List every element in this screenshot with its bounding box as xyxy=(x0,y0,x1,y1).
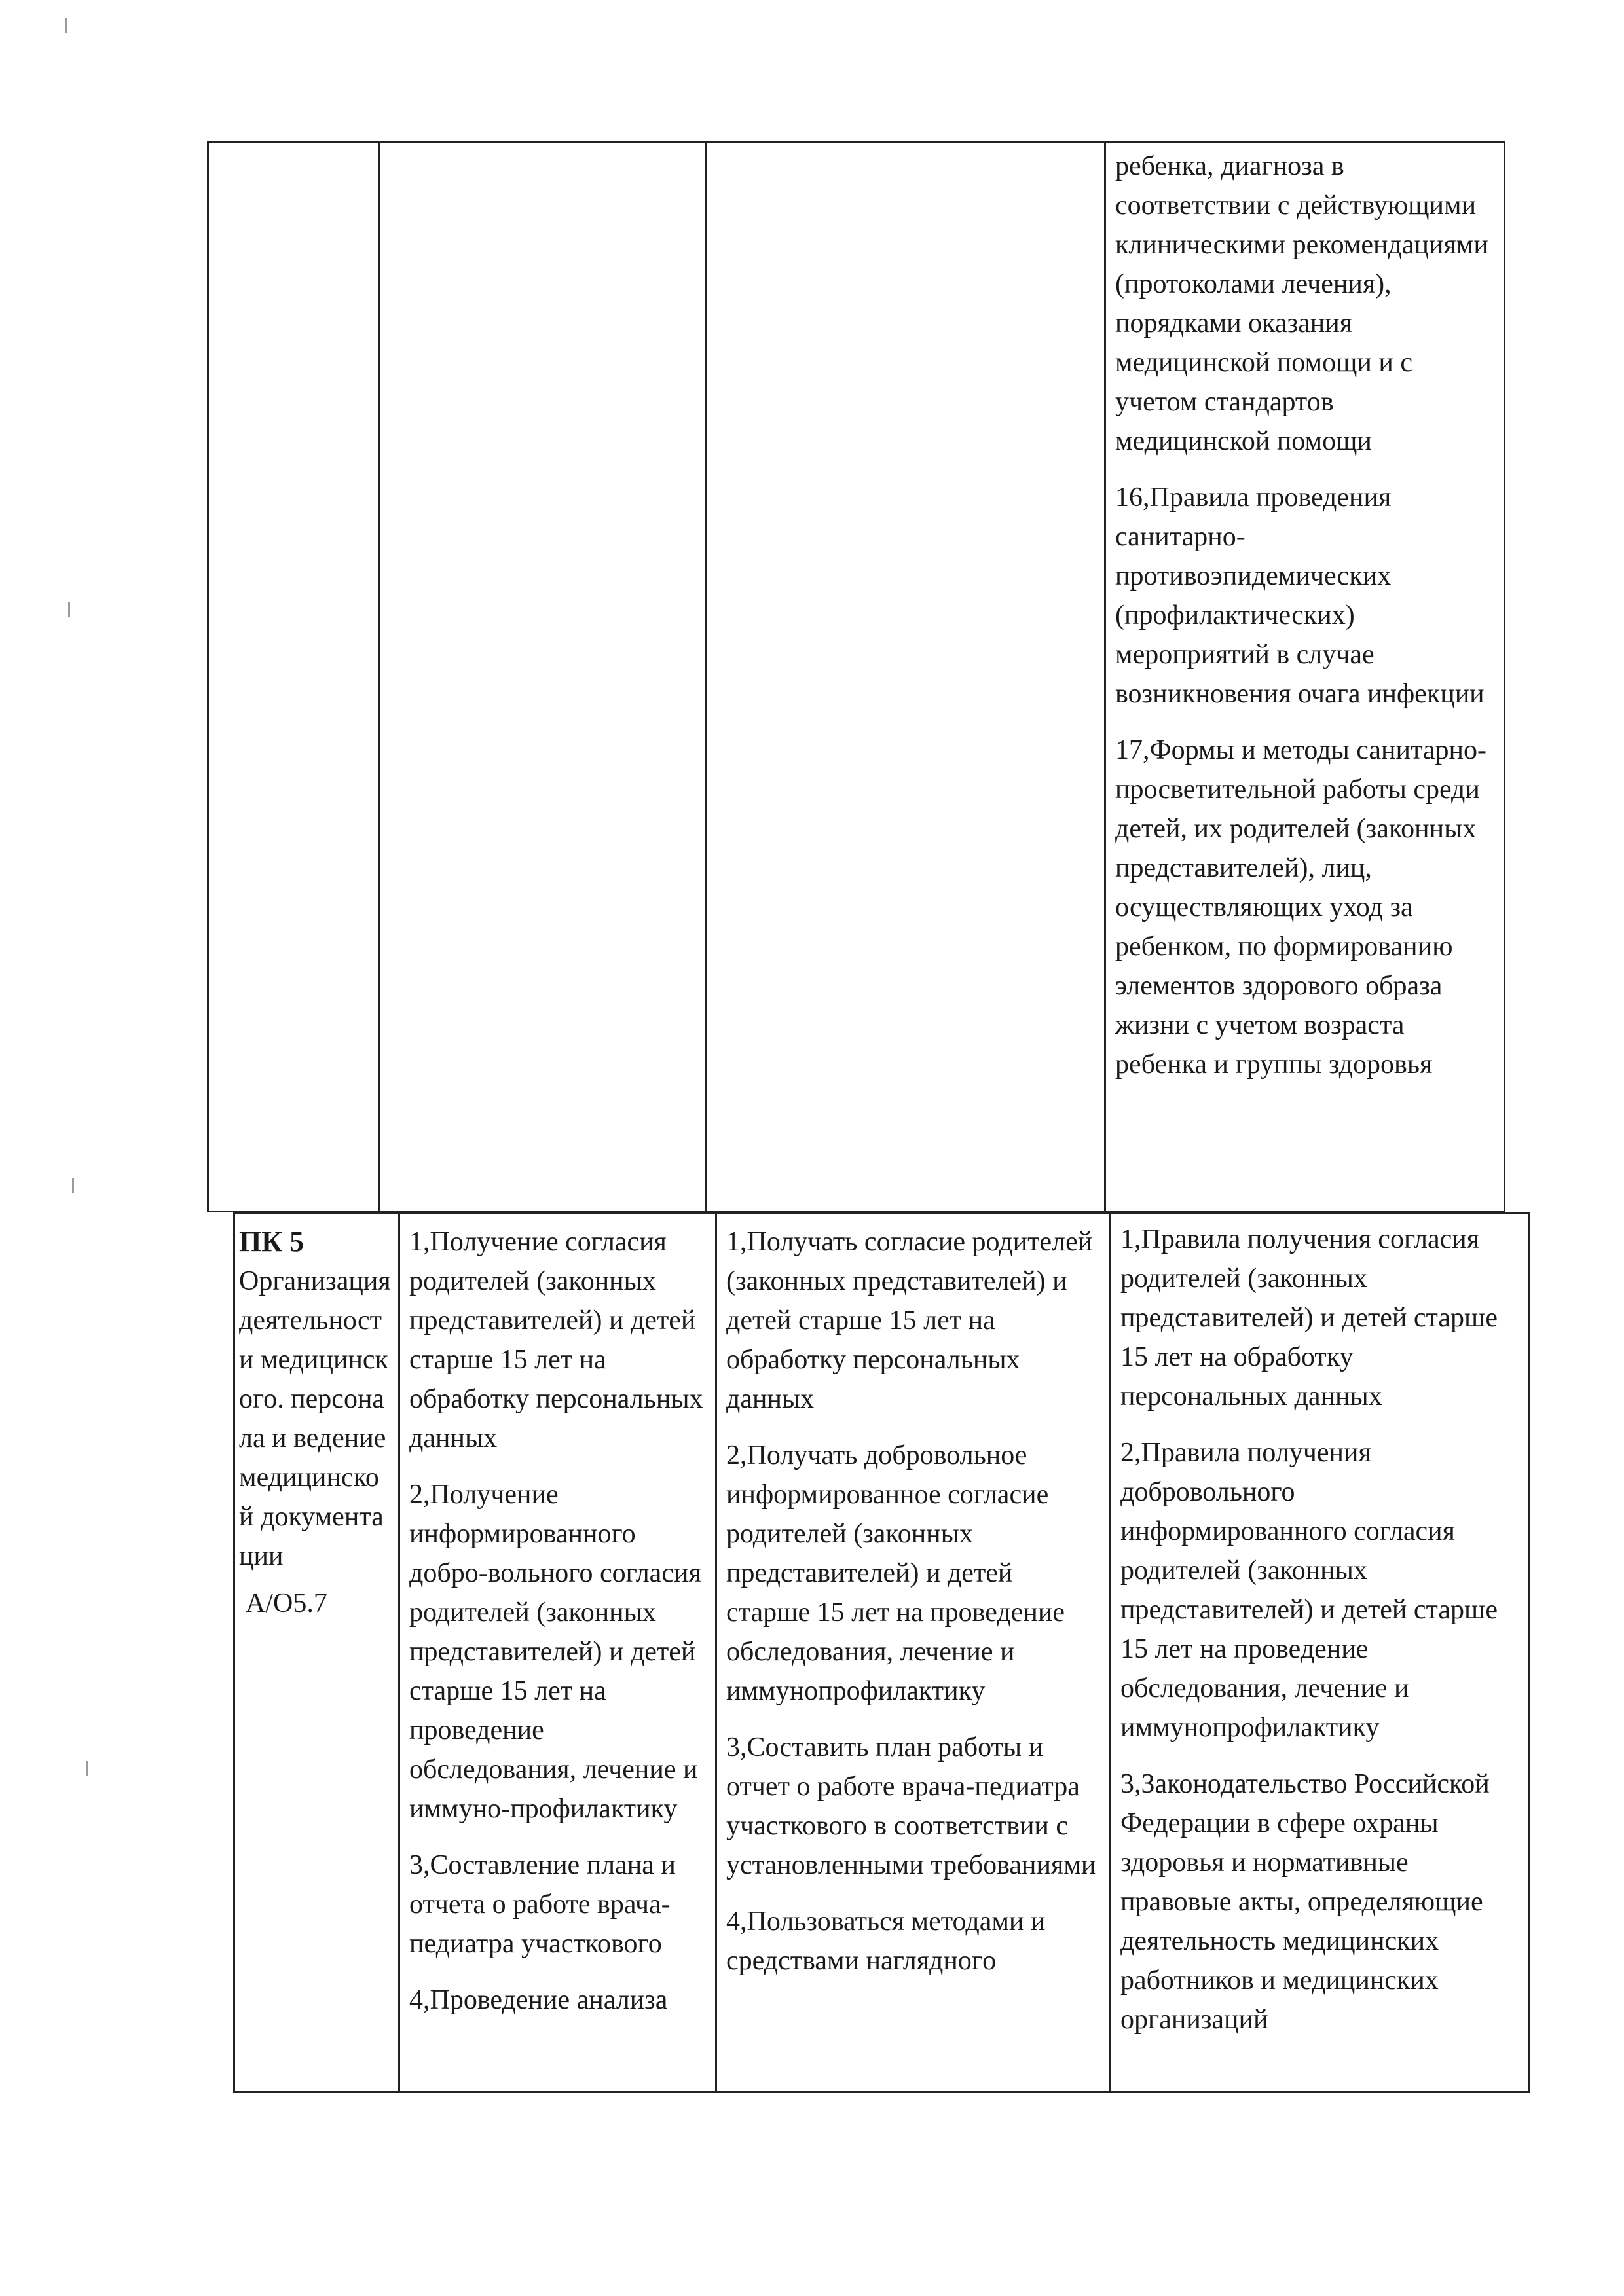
skills-item: 2,Получать добровольное информированное согласие родителей (законных представителей) и детей старше 15 лет на проведение обследования, лечение и иммунопрофилактику xyxy=(726,1440,1065,1706)
practical-experience-item: 2,Получение информированного добро-вольного согласия родителей (законных представителей) и детей старше 15 лет на проведение обследования, лечение и иммуно-профилактику xyxy=(409,1480,701,1824)
practical-experience-item: 3,Составление плана и отчета о работе врача-педиатра участкового xyxy=(409,1850,676,1959)
competency-table-continuation xyxy=(207,141,1505,1212)
skills-item: 4,Пользоваться методами и средствами наглядного xyxy=(726,1906,1046,1976)
skills-item: 3,Составить план работы и отчет о работе врача-педиатра участкового в соответствии с установленными требованиями xyxy=(726,1732,1096,1880)
knowledge-item: 1,Правила получения согласия родителей (законных представителей) и детей старше 15 лет на обработку персональных данных xyxy=(1120,1224,1498,1412)
scan-mark xyxy=(65,18,67,33)
knowledge-item: ребенка, диагноза в соответствии с действующими клиническими рекомендациями (протоколами лечения), порядками оказания медицинской помощи и с учетом стандартов медицинской помощи xyxy=(1115,151,1488,456)
scan-mark xyxy=(68,602,70,617)
labor-function-code: А/О5.7 xyxy=(246,1588,327,1618)
practical-experience-item: 4,Проведение анализа xyxy=(409,1985,668,2015)
skills-cell xyxy=(706,142,1105,1212)
competency-title: Организация деятельности медицинского. персонала и ведение медицинской документации xyxy=(239,1266,391,1571)
table-row xyxy=(234,1214,1530,2092)
skills-item: 1,Получать согласие родителей (законных представителей) и детей старше 15 лет на обработку персональных данных xyxy=(726,1227,1093,1414)
knowledge-cell xyxy=(1111,1214,1530,2092)
scan-mark xyxy=(72,1178,74,1193)
knowledge-item: 16,Правила проведения санитарно-противоэпидемических (профилактических) мероприятий в случае возникновения очага инфекции xyxy=(1115,483,1485,709)
table-row xyxy=(208,142,1505,1212)
competency-code-cell xyxy=(234,1214,399,2092)
practical-experience-cell xyxy=(380,142,706,1212)
competency-code-cell xyxy=(208,142,380,1212)
skills-cell xyxy=(716,1214,1111,2092)
competency-code: ПК 5 xyxy=(239,1226,304,1258)
practical-experience-item: 1,Получение согласия родителей (законных представителей) и детей старше 15 лет на обработку персональных данных xyxy=(409,1227,703,1453)
knowledge-item: 3,Законодательство Российской Федерации в сфере охраны здоровья и нормативные правовые акты, определяющие деятельность медицинских работников и медицинских организаций xyxy=(1120,1769,1490,2035)
scan-mark xyxy=(86,1761,88,1776)
knowledge-item: 2,Правила получения добровольного информированного согласия родителей (законных представителей) и детей старше 15 лет на проведение обследования, лечение и иммунопрофилактику xyxy=(1120,1438,1498,1743)
practical-experience-cell xyxy=(399,1214,716,2092)
knowledge-item: 17,Формы и методы санитарно-просветительной работы среди детей, их родителей (законных представителей), лиц, осуществляющих уход за ребенком, по формированию элементов здорового образа жизни с учетом возраста ребенка и группы здоровья xyxy=(1115,735,1486,1080)
competency-table-pk5 xyxy=(233,1212,1530,2093)
knowledge-cell xyxy=(1105,142,1505,1212)
